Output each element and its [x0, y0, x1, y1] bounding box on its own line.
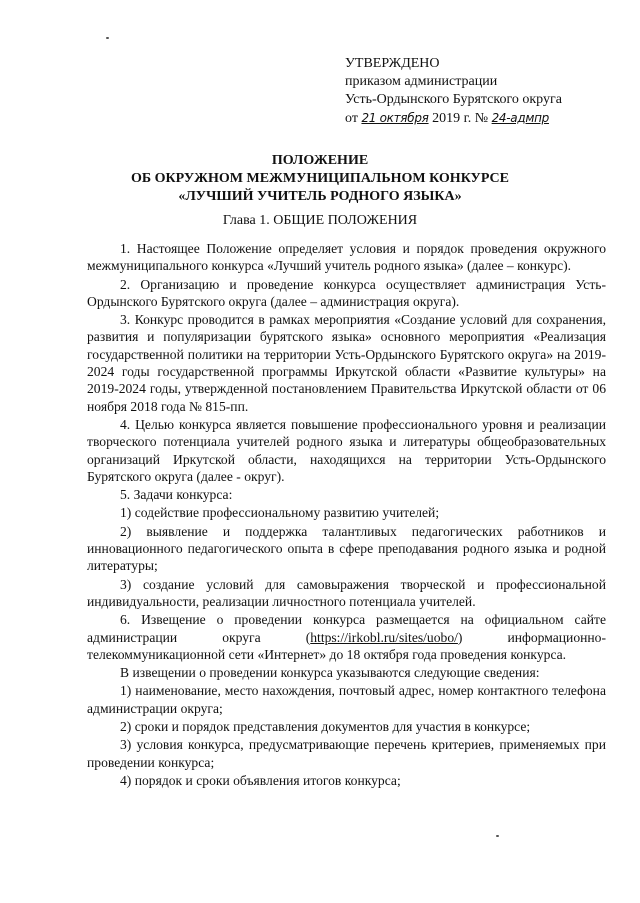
paragraph-6 — [87, 611, 606, 663]
title-line-1: ПОЛОЖЕНИЕ — [271, 153, 369, 168]
paragraph-6-text-before: 6. Извещение о проведении конкурса размещается на официальном сайте администрации округа ( — [87, 612, 606, 645]
title-line-3: «ЛУЧШИЙ УЧИТЕЛЬ РОДНОГО ЯЗЫКА» — [178, 189, 462, 204]
paragraph-7: В извещении о проведении конкурса указываются следующие сведения: — [120, 665, 540, 681]
approval-district-line: Усть-Ордынского Бурятского округа — [345, 92, 562, 107]
handwritten-order-number: 24-адмпр — [491, 111, 549, 125]
notice-item-4: 4) порядок и сроки объявления итогов конкурса; — [120, 772, 401, 788]
paragraph-3: 3. Конкурс проводится в рамках мероприятия «Создание условий для сохранения, развития и популяризации бурятского языка» основного мероприятия «Реализация государственной политики на территории Усть-Ордынского Бурятского округа» на 2019-2024 годы государственной программы Иркутской области «Развитие культуры» на 2019-2024 годы, утвержденной постановлением Правительства Иркутской области от 06 ноября 2018 года № 815-пп. — [87, 312, 606, 414]
paragraph-5: 5. Задачи конкурса: — [120, 487, 233, 503]
scan-speck — [496, 835, 499, 837]
document-title — [0, 152, 640, 206]
task-item-1: 1) содействие профессиональному развитию учителей; — [120, 505, 440, 521]
official-site-link[interactable]: https://irkobl.ru/sites/uobo/ — [310, 629, 458, 645]
paragraph-1: 1. Настоящее Положение определяет условия и порядок проведения окружного межмуниципального конкурса «Лучший учитель родного языка» (далее – конкурс). — [87, 241, 606, 274]
approval-order-line: приказом администрации — [345, 74, 498, 89]
task-item-3: 3) создание условий для самовыражения творческой и профессиональной индивидуальности, реализации личностного потенциала учителей. — [87, 576, 606, 609]
scan-speck — [106, 37, 109, 39]
approval-heading: УТВЕРЖДЕНО — [345, 56, 440, 71]
approval-date-line — [345, 109, 562, 128]
approval-stamp-block — [345, 55, 562, 128]
date-prefix: от — [345, 111, 358, 126]
notice-item-2: 2) сроки и порядок представления документов для участия в конкурсе; — [120, 719, 531, 735]
title-line-2: ОБ ОКРУЖНОМ МЕЖМУНИЦИПАЛЬНОМ КОНКУРСЕ — [130, 171, 510, 186]
document-body — [87, 240, 606, 789]
handwritten-date: 21 октября — [361, 111, 429, 125]
task-item-2: 2) выявление и поддержка талантливых педагогических работников и инновационного педагогического опыта в сфере преподавания родного языка и родной литературы; — [87, 523, 606, 574]
chapter-heading: Глава 1. ОБЩИЕ ПОЛОЖЕНИЯ — [222, 213, 418, 228]
notice-item-1: 1) наименование, место нахождения, почтовый адрес, номер контактного телефона администрации округа; — [87, 683, 606, 716]
year-and-number-label: 2019 г. № — [432, 111, 489, 126]
notice-item-3: 3) условия конкурса, предусматривающие перечень критериев, применяемых при проведении конкурса; — [87, 737, 606, 770]
paragraph-4: 4. Целью конкурса является повышение профессионального уровня и реализации творческого потенциала учителей родного языка и литературы общеобразовательных организаций Иркутской области, находящихся на территории Усть-Ордынского Бурятского округа (далее - округ). — [87, 416, 606, 484]
paragraph-2: 2. Организацию и проведение конкурса осуществляет администрация Усть-Ордынского Бурятского округа (далее – администрация округа). — [87, 276, 606, 309]
paragraph-6-text-after: ) информационно-телекоммуникационной сети «Интернет» до 18 октября года проведения конкурса. — [87, 629, 607, 662]
